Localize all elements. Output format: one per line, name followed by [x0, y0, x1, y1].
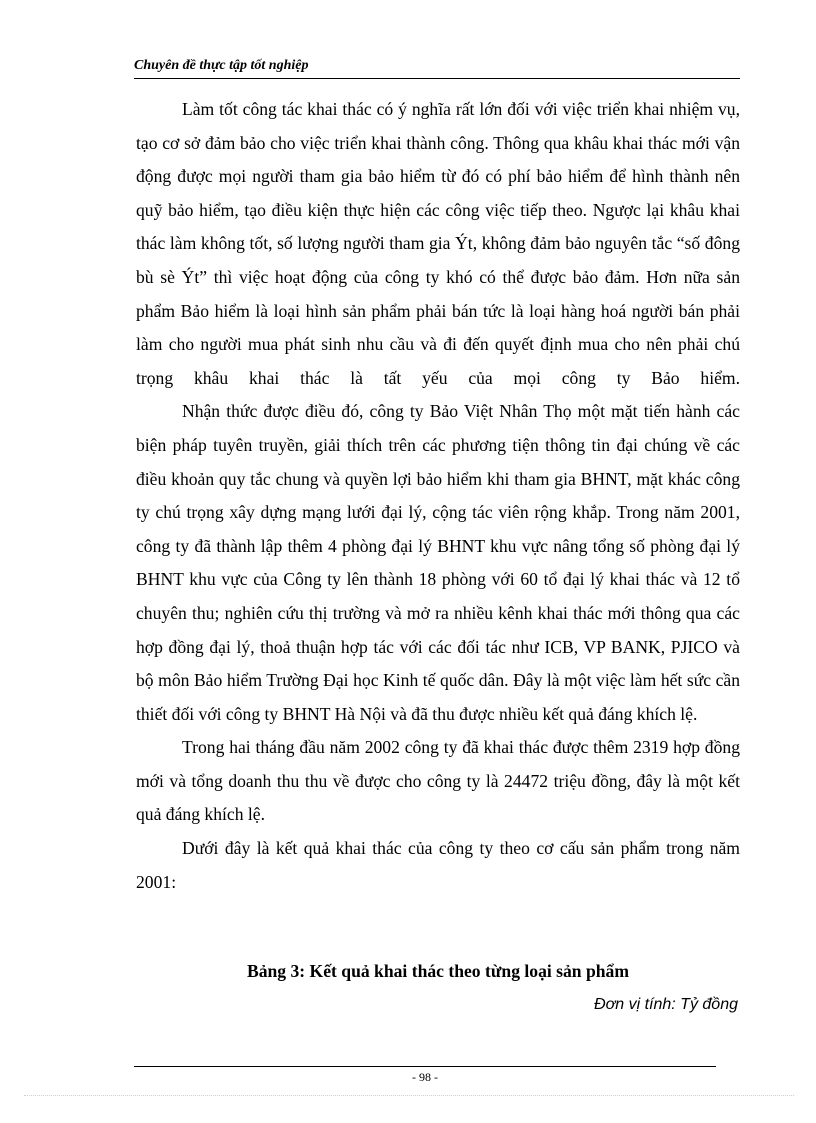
- paragraph-4: Dưới đây là kết quả khai thác của công ty theo cơ cấu sản phẩm trong năm 2001:: [136, 838, 740, 892]
- document-body: [136, 93, 740, 899]
- page-edge-divider: [24, 1095, 794, 1096]
- paragraph-2: Nhận thức được điều đó, công ty Bảo Việt Nhân Thọ một mặt tiến hành các biện pháp tuyên truyền, giải thích trên các phương tiện thông tin đại chúng về các điều khoản quy tắc chung và quyền lợi bảo hiểm khi tham gia BHNT, mặt khác công ty chú trọng xây dựng mạng lưới đại lý, cộng tác viên rộng khắp. Trong năm 2001, công ty đã thành lập thêm 4 phòng đại lý BHNT khu vực nâng tổng số phòng đại lý BHNT khu vực của Công ty lên thành 18 phòng với 60 tổ đại lý khai thác và 12 tổ chuyên thu; nghiên cứu thị trường và mở ra nhiều kênh khai thác mới thông qua các hợp đồng đại lý, thoả thuận hợp tác với các đối tác như ICB, VP BANK, PJICO và bộ môn Bảo hiểm Trường Đại học Kinh tế quốc dân. Đây là một việc làm hết sức cần thiết đối với công ty BHNT Hà Nội và đã thu được nhiều kết quả đáng khích lệ.: [136, 401, 740, 724]
- header-title: Chuyên đề thực tập tốt nghiệp: [134, 58, 309, 73]
- page-number: - 98 -: [412, 1070, 438, 1084]
- paragraph-1: Làm tốt công tác khai thác có ý nghĩa rất lớn đối với việc triển khai nhiệm vụ, tạo cơ sở đảm bảo cho việc triển khai thành công. Thông qua khâu khai thác mới vận động được mọi người tham gia bảo hiểm từ đó có phí bảo hiểm để hình thành nên quỹ bảo hiểm, tạo điều kiện thực hiện các công việc tiếp theo. Ngược lại khâu khai thác làm không tốt, số lượng người tham gia Ýt, không đảm bảo nguyên tắc “số đông bù sè Ýt” thì việc hoạt động của công ty khó có thể được bảo đảm. Hơn nữa sản phẩm Bảo hiểm là loại hình sản phẩm phải bán tức là loại hàng hoá người bán phải làm cho người mua phát sinh nhu cầu và đi đến quyết định mua cho nên phải chú trọng khâu khai thác là tất yếu của mọi công ty Bảo hiểm.: [136, 99, 740, 388]
- footer-divider: [134, 1066, 716, 1067]
- table-title: Bảng 3: Kết quả khai thác theo từng loại sản phẩm: [246, 961, 630, 981]
- table-unit: Đơn vị tính: Tỷ đồng: [594, 996, 738, 1013]
- page-header: [134, 56, 740, 79]
- paragraph-3: Trong hai tháng đầu năm 2002 công ty đã khai thác được thêm 2319 hợp đồng mới và tổng doanh thu thu về được cho công ty là 24472 triệu đồng, đây là một kết quả đáng khích lệ.: [136, 737, 740, 825]
